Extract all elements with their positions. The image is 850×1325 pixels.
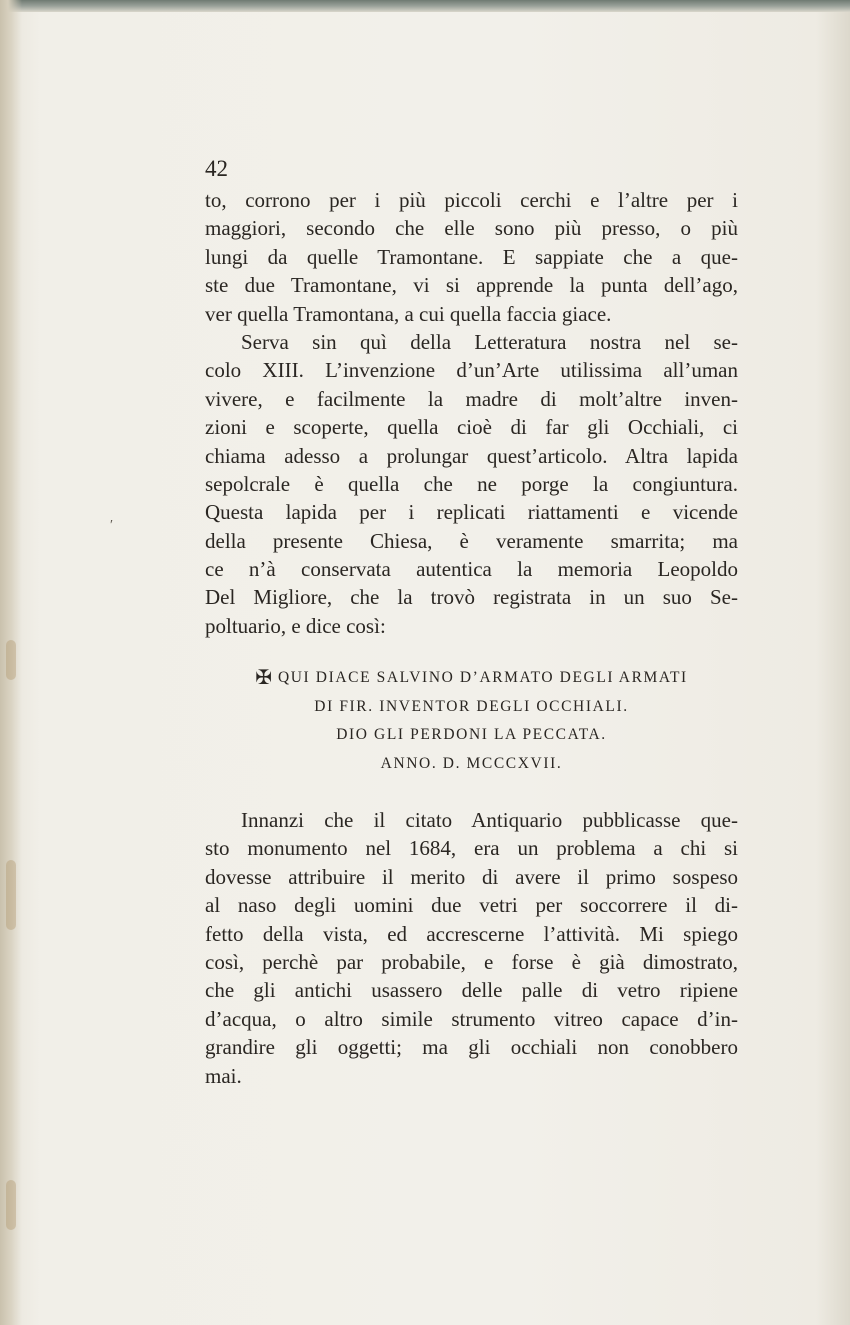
- text-line: dovesse attribuire il merito di avere il primo sospeso: [205, 864, 738, 889]
- text-line: Innanzi che il citato Antiquario pubblicasse que-: [241, 808, 738, 832]
- inscription-line: ANNO. D. MCCCXVII.: [380, 754, 563, 772]
- text-line: lungi da quelle Tramontane. E sappiate che a que-: [205, 244, 738, 269]
- text-line: Del Migliore, che la trovò registrata in un suo Se-: [205, 585, 738, 610]
- text-line: sto monumento nel 1684, era un problema a chi si: [205, 836, 738, 861]
- text-line: Serva sin quì della Letteratura nostra nel se-: [241, 329, 738, 354]
- text-line: fetto della vista, ed accrescerne l’attività. Mi spiego: [205, 921, 738, 946]
- paragraph-3: [205, 806, 738, 1090]
- text-line: maggiori, secondo che elle sono più presso, o più: [205, 216, 738, 241]
- text-line: Questa lapida per i replicati riattamenti e vicende: [205, 500, 738, 525]
- text-line: to, corrono per i più piccoli cerchi e l’altre per i: [205, 188, 738, 212]
- paragraph-1-and-2: [205, 186, 738, 640]
- text-line: ce n’à conservata autentica la memoria Leopoldo: [205, 557, 738, 582]
- text-line: che gli antichi usassero delle palle di vetro ripiene: [205, 978, 738, 1003]
- text-line: mai.: [205, 1063, 242, 1088]
- text-line: sepolcrale è quella che ne porge la congiuntura.: [205, 471, 738, 496]
- text-line: zioni e scoperte, quella cioè di far gli Occhiali, ci: [205, 415, 738, 440]
- inscription-text: QUI DIACE SALVINO D’ARMATO DEGLI ARMATI: [277, 669, 688, 686]
- text-line: chiama adesso a prolungar quest’articolo. Altra lapida: [205, 443, 738, 468]
- text-line: ste due Tramontane, vi si apprende la punta dell’ago,: [205, 273, 738, 298]
- inscription-line: DIO GLI PERDONI LA PECCATA.: [336, 726, 607, 743]
- cross-icon: ✠: [255, 667, 272, 689]
- inscription-line: [205, 664, 738, 693]
- top-edge-shadow: [0, 0, 850, 12]
- text-line: grandire gli oggetti; ma gli occhiali non conobbero: [205, 1035, 738, 1060]
- text-line: ver quella Tramontana, a cui quella faccia giace.: [205, 301, 612, 326]
- text-line: vivere, e facilmente la madre di molt’altre inven-: [205, 386, 738, 411]
- text-line: così, perchè par probabile, e forse è già dimostrato,: [205, 949, 738, 974]
- text-line: d’acqua, o altro simile strumento vitreo capace d’in-: [205, 1006, 738, 1031]
- text-line: colo XIII. L’invenzione d’un’Arte utilissima all’uman: [205, 358, 738, 383]
- margin-mark: ′: [110, 518, 114, 533]
- text-line: al naso degli uomini due vetri per soccorrere il di-: [205, 893, 738, 918]
- foxing-stain: [6, 860, 16, 930]
- foxing-stain: [6, 1180, 16, 1230]
- tomb-inscription: [205, 664, 738, 778]
- text-line: poltuario, e dice così:: [205, 613, 386, 638]
- page-number: 42: [205, 156, 228, 181]
- text-line: della presente Chiesa, è veramente smarrita; ma: [205, 528, 738, 553]
- inscription-line: DI FIR. INVENTOR DEGLI OCCHIALI.: [314, 697, 629, 715]
- foxing-stain: [6, 640, 16, 680]
